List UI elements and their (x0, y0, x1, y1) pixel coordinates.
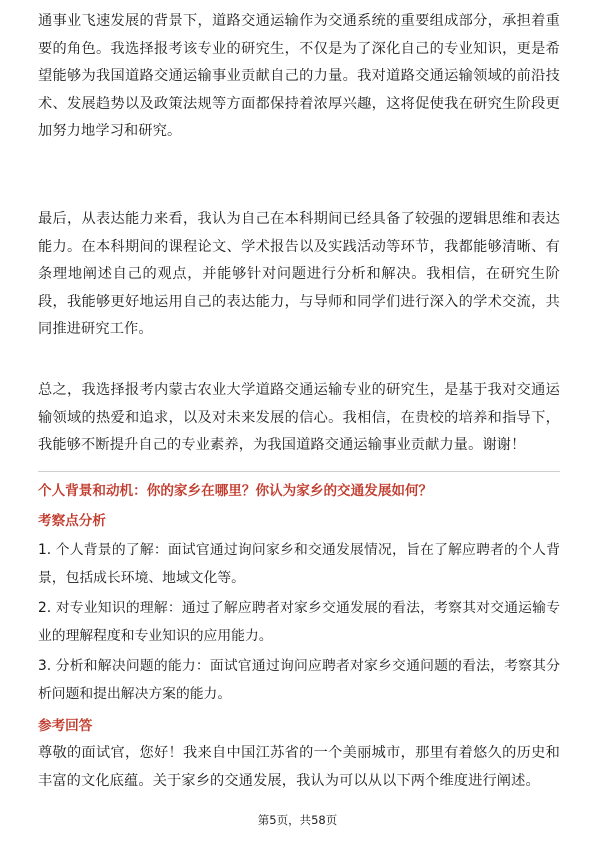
page-number-footer: 第5页，共58页 (257, 813, 338, 827)
answer-heading: 参考回答 (38, 718, 93, 734)
body-paragraph: 通事业飞速发展的背景下，道路交通运输作为交通系统的重要组成部分，承担着重要的角色。我选择报考该专业的研究生，不仅是为了深化自己的专业知识，更是希望能够为我国道路交通运输事业贡献自己的力量。我对道路交通运输领域的前沿技术、发展趋势以及政策法规等方面都保持着浓厚兴趣，这将促使我在研究生阶段更加努力地学习和研究。 (38, 13, 560, 140)
section-divider (38, 471, 560, 472)
answer-paragraph: 尊敬的面试官，您好！我来自中国江苏省的一个美丽城市，那里有着悠久的历史和丰富的文化底蕴。关于家乡的交通发展，我认为可以从以下两个维度进行阐述。 (38, 745, 560, 789)
question-heading: 个人背景和动机：你的家乡在哪里？你认为家乡的交通发展如何？ (38, 483, 433, 499)
body-paragraph: 总之，我选择报考内蒙古农业大学道路交通运输专业的研究生，是基于我对交通运输领域的热爱和追求，以及对未来发展的信心。我相信，在贵校的培养和指导下，我能够不断提升自己的专业素养，为我国道路交通运输事业贡献力量。谢谢！ (38, 382, 560, 454)
analysis-heading: 考察点分析 (38, 513, 106, 529)
analysis-item: 1. 个人背景的了解：面试官通过询问家乡和交通发展情况，旨在了解应聘者的个人背景，包括成长环境、地域文化等。 (38, 542, 560, 586)
analysis-item: 2. 对专业知识的理解：通过了解应聘者对家乡交通发展的看法，考察其对交通运输专业的理解程度和专业知识的应用能力。 (38, 600, 560, 644)
analysis-item: 3. 分析和解决问题的能力：面试官通过询问应聘者对家乡交通问题的看法，考察其分析问题和提出解决方案的能力。 (38, 658, 560, 702)
body-paragraph: 最后，从表达能力来看，我认为自己在本科期间已经具备了较强的逻辑思维和表达能力。在本科期间的课程论文、学术报告以及实践活动等环节，我都能够清晰、有条理地阐述自己的观点，并能够针对问题进行分析和解决。我相信，在研究生阶段，我能够更好地运用自己的表达能力，与导师和同学们进行深入的学术交流，共同推进研究工作。 (38, 211, 560, 338)
